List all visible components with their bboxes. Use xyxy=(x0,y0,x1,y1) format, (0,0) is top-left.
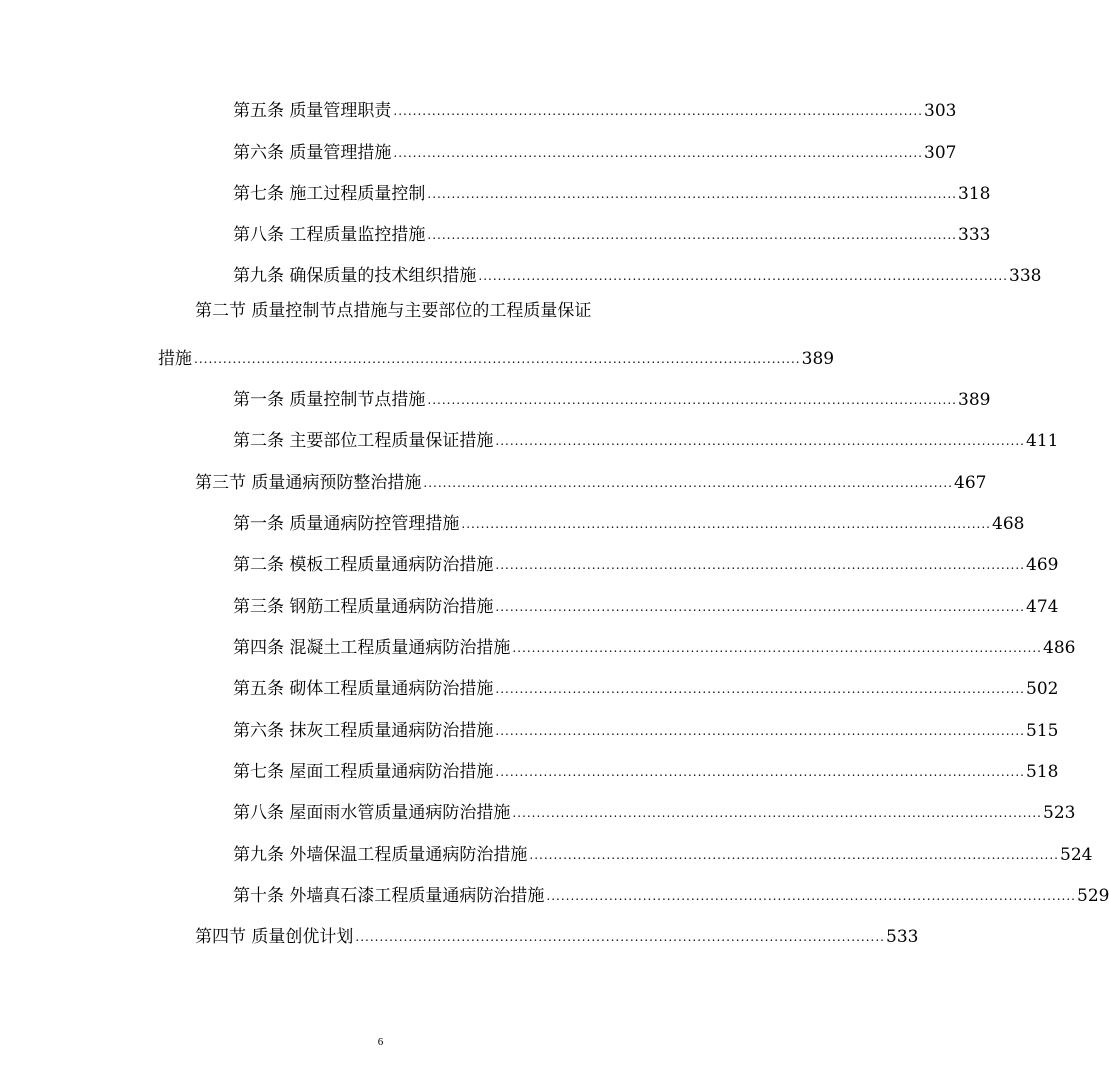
toc-entry-title: 第四节 质量创优计划 xyxy=(195,927,354,947)
toc-entry[interactable] xyxy=(233,796,1076,824)
toc-entry-title: 第七条 屋面工程质量通病防治措施 xyxy=(233,762,494,782)
toc-entry-title: 第三节 质量通病预防整治措施 xyxy=(195,473,422,493)
toc-entry[interactable] xyxy=(233,838,1093,866)
toc-entry[interactable] xyxy=(233,714,1059,742)
toc-entry-title: 第十条 外墙真石漆工程质量通病防治措施 xyxy=(233,886,545,906)
toc-entry-title: 第一条 质量控制节点措施 xyxy=(233,390,426,410)
toc-entry-title: 措施 xyxy=(158,349,192,369)
toc-entry-page: 533 xyxy=(886,927,919,947)
toc-entry-title: 第二条 模板工程质量通病防治措施 xyxy=(233,555,494,575)
toc-entry-title: 第三条 钢筋工程质量通病防治措施 xyxy=(233,597,494,617)
toc-dot-leader: .............................................................................................................. xyxy=(495,558,1025,572)
toc-dot-leader: .............................................................................................................. xyxy=(427,187,957,201)
toc-entry-title: 第四条 混凝土工程质量通病防治措施 xyxy=(233,638,511,658)
toc-entry-page: 502 xyxy=(1026,679,1059,699)
toc-entry-title-line1[interactable]: 第二节 质量控制节点措施与主要部位的工程质量保证 xyxy=(195,301,592,321)
toc-entry[interactable] xyxy=(233,672,1059,700)
toc-entry-page: 523 xyxy=(1043,803,1076,823)
toc-entry[interactable] xyxy=(158,342,835,370)
toc-entry-page: 518 xyxy=(1026,762,1059,782)
toc-entry-page: 411 xyxy=(1026,431,1059,451)
toc-entry-title: 第六条 抹灰工程质量通病防治措施 xyxy=(233,721,494,741)
toc-entry-title: 第一条 质量通病防控管理措施 xyxy=(233,514,460,534)
toc-entry[interactable] xyxy=(195,466,987,494)
toc-entry[interactable] xyxy=(233,548,1059,576)
toc-dot-leader: .............................................................................................................. xyxy=(512,806,1042,820)
toc-entry-page: 467 xyxy=(954,473,987,493)
toc-entry-page: 333 xyxy=(958,225,991,245)
toc-entry-title: 第九条 确保质量的技术组织措施 xyxy=(233,266,477,286)
toc-entry-page: 389 xyxy=(801,349,835,369)
toc-dot-leader: .............................................................................................................. xyxy=(495,682,1025,696)
toc-entry[interactable] xyxy=(233,259,1042,287)
toc-entry[interactable] xyxy=(195,920,919,948)
toc-entry-page: 469 xyxy=(1026,555,1059,575)
toc-entry-title: 第五条 质量管理职责 xyxy=(233,101,392,121)
toc-entry[interactable] xyxy=(233,177,991,205)
toc-dot-leader: .............................................................................................................. xyxy=(423,476,953,490)
toc-dot-leader: .............................................................................................................. xyxy=(512,641,1042,655)
toc-entry-title: 第八条 工程质量监控措施 xyxy=(233,225,426,245)
toc-dot-leader: .............................................................................................................. xyxy=(495,765,1025,779)
toc-entry[interactable] xyxy=(233,424,1059,452)
toc-entry-page: 524 xyxy=(1060,845,1093,865)
toc-entry-title: 第六条 质量管理措施 xyxy=(233,143,392,163)
toc-entry[interactable] xyxy=(233,94,957,122)
toc-entry[interactable] xyxy=(233,136,957,164)
toc-entry-page: 389 xyxy=(958,390,991,410)
toc-entry-title: 第二条 主要部位工程质量保证措施 xyxy=(233,431,494,451)
toc-dot-leader: .............................................................................................................. xyxy=(546,889,1076,903)
toc-entry-title: 第七条 施工过程质量控制 xyxy=(233,184,426,204)
toc-entry-page: 468 xyxy=(992,514,1025,534)
toc-dot-leader: .............................................................................................................. xyxy=(427,393,957,407)
toc-entry[interactable] xyxy=(233,631,1076,659)
toc-entry-page: 515 xyxy=(1026,721,1059,741)
toc-dot-leader: .............................................................................................................................. xyxy=(194,352,801,366)
toc-entry[interactable] xyxy=(233,590,1059,618)
toc-dot-leader: .............................................................................................................. xyxy=(495,434,1025,448)
toc-entry-page: 338 xyxy=(1009,266,1042,286)
toc-dot-leader: .............................................................................................................. xyxy=(355,930,885,944)
toc-dot-leader: .............................................................................................................. xyxy=(461,517,991,531)
toc-entry-title: 第八条 屋面雨水管质量通病防治措施 xyxy=(233,803,511,823)
toc-entry[interactable] xyxy=(233,507,1025,535)
toc-dot-leader: .............................................................................................................. xyxy=(495,724,1025,738)
toc-entry-page: 318 xyxy=(958,184,991,204)
toc-entry-title: 第九条 外墙保温工程质量通病防治措施 xyxy=(233,845,528,865)
toc-entry-title: 第五条 砌体工程质量通病防治措施 xyxy=(233,679,494,699)
toc-dot-leader: .............................................................................................................. xyxy=(393,146,923,160)
toc-entry[interactable] xyxy=(233,218,991,246)
toc-entry-page: 529 xyxy=(1077,886,1109,906)
toc-dot-leader: .............................................................................................................. xyxy=(529,848,1059,862)
toc-dot-leader: .............................................................................................................. xyxy=(393,104,923,118)
toc-dot-leader: .............................................................................................................. xyxy=(495,600,1025,614)
toc-entry[interactable] xyxy=(233,383,991,411)
toc-entry-page: 303 xyxy=(924,101,957,121)
toc-dot-leader: .............................................................................................................. xyxy=(427,228,957,242)
toc-entry[interactable] xyxy=(233,755,1059,783)
toc-dot-leader: .............................................................................................................. xyxy=(478,269,1008,283)
toc-entry-page: 307 xyxy=(924,143,957,163)
toc-entry-page: 486 xyxy=(1043,638,1076,658)
toc-entry[interactable] xyxy=(233,879,1109,907)
toc-entry-page: 474 xyxy=(1026,597,1059,617)
page-number-footer: 6 xyxy=(377,1036,384,1048)
